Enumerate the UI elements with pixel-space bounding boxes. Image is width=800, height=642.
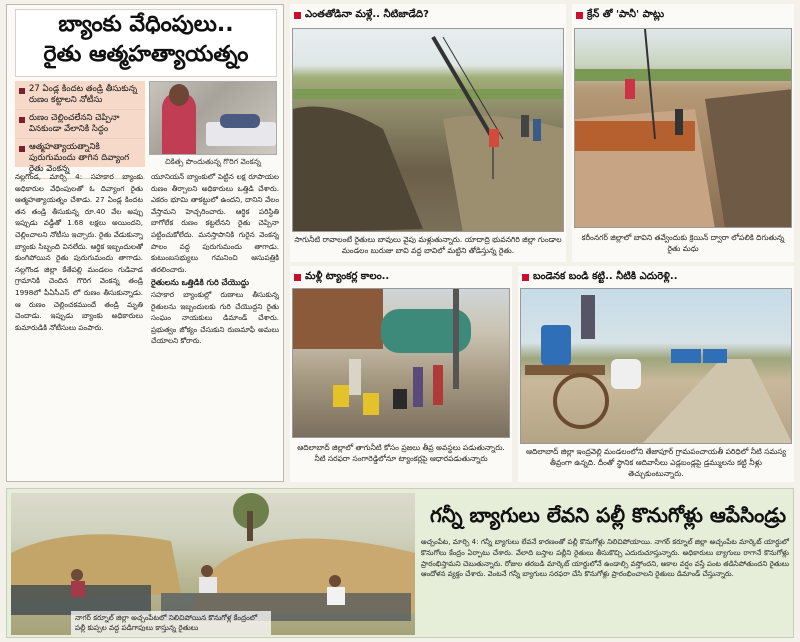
bullet-square-icon [294, 274, 301, 281]
panel-title [576, 8, 664, 22]
crane-illustration [575, 29, 792, 228]
bullet-square-icon [294, 12, 301, 19]
groundnut-story [6, 488, 794, 638]
panel-title-text: మళ్లీ ట్యాంకర్ల కాలం.. [305, 271, 390, 282]
cart-photo [520, 288, 792, 444]
headline-line-2: రైతు ఆత్మహత్యాయత్నం [43, 42, 249, 67]
panel-caption: ఆదిలాబాద్ జిల్లాలో తాగునీటి కోసం ప్రజలు తీవ్ర అవస్థలు పడుతున్నారు. నీటి సరఫరా సంగారెడ్డిలోనూ ట్యాంకర్లపై ఆధారపడుతున్నారు [297, 443, 505, 463]
tanker-photo [292, 288, 510, 438]
column2-subhead: రైతులను ఒత్తిడికి గురి చేయొద్దు [151, 278, 250, 288]
panel-title-text: బండెనక బండి కట్టి.. నీటికి ఎదురెళ్లి.. [533, 271, 678, 282]
panel-caption: కరీంనగర్ జిల్లాలో బావిని తవ్వేందుకు క్రెయిన్ ద్వారా లోపలికి దిగుతున్న రైతు మధు [581, 233, 785, 253]
panel-title [522, 270, 678, 284]
lead-story [6, 4, 284, 482]
panel-title [294, 8, 429, 22]
well-illustration [293, 29, 564, 232]
photo-caption: నాగర్ కర్నూల్ జిల్లా అచ్చంపేటలో నిలిచిపోయిన కొనుగోళ్ల కేంద్రంలో పల్లీ కుప్పల వద్ద పడిగాపులు కాస్తున్న రైతులు [71, 611, 271, 635]
photo-caption: చికిత్స పొందుతున్న గొరిగ వెంకన్న [164, 157, 262, 166]
bullet-square-icon [576, 12, 583, 19]
bottom-body-text: అచ్చంపేట, మార్చి 4: గన్నీ బ్యాగులు లేవనే కారణంతో పల్లీ కొనుగోళ్లు నిలిచిపోయాయి. నాగర్ కర్నూల్ జిల్లా అచ్చంపేట మార్కెట్ యార్డులో కొనుగోలు కేంద్రం ఏర్పాటు చేశారు. వేలాది బస్తాల పల్లీని రైతులు తీసుకొచ్చి ఎదురుచూస్తున్నారు. అధికారులు బ్యాగులు రాగానే కొనుగోళ్లు ప్రారంభిస్తామని చెబుతున్నారు. రోజుల తరబడి మార్కెట్ యార్డులోనే ఉండాల్సి వస్తోందని, అకాల వర్షం వస్తే పంట తడిసిపోతుందని రైతులు ఆందోళన వ్యక్తం చేశారు. వెంటనే గన్నీ బ్యాగులు సరఫరా చేసి కొనుగోళ్లు ప్రారంభించాలని రైతులు డిమాండ్ చేస్తున్నారు. [421, 538, 789, 579]
story-column-1: నల్లగొండ, మార్చి 4: సహకార బ్యాంకు అధికారుల వేధింపులతో ఓ దివ్యాంగ రైతు ఆత్మహత్యాయత్నం చేశాడు. 27 ఏండ్ల కిందట తన తండ్రి తీసుకున్న రూ.40 వేల అప్పు ఇప్పుడు వడ్డీతో 1.68 లక్షలు అయిందని, చెల్లించాలని నోటీసు ఇచ్చారు. రైతు వేడుకున్నా బ్యాంకు సిబ్బంది వినలేదు. ఆర్థిక ఇబ్బందులతో కుంగిపోయిన రైతు పురుగుమందు తాగాడు. నల్లగొండ జిల్లా కేతేపల్లి మండలం గుడివాడ గ్రామానికి చెందిన గొరిగ వెంకన్న తండ్రి 1998లో పీఏసీఎస్ లో రుణం తీసుకున్నాడు. ఆ రుణం చెల్లించకముందే తండ్రి మృతి చెందాడు. ఇప్పుడు బ్యాంకు అధికారులు కుమారుడికి నోటీసులు పంపారు. [15, 172, 143, 332]
column2-text-a: యూనియన్ బ్యాంకులో పెట్టిన లక్ష రూపాయల రుణం తీర్చాలని అధికారులు ఒత్తిడి చేశారు. ఎకరం భూమి తాకట్టులో ఉందని, దానిని వేలం వేస్తామని హెచ్చరించారు. ఆర్థిక పరిస్థితి బాగోలేక రుణం కట్టలేనని రైతు చెప్పినా పట్టించుకోలేదు. మనస్తాపానికి గురైన వెంకన్న పొలం వద్ద పురుగుమందు తాగాడు. కుటుంబసభ్యులు గమనించి ఆసుపత్రికి తరలించారు. [151, 172, 279, 274]
hospital-photo [149, 81, 277, 155]
headline-line-1: బ్యాంకు వేధింపులు.. [58, 12, 234, 37]
panel-title [294, 270, 389, 284]
lead-headline [15, 9, 277, 77]
panel-well-digging [290, 4, 566, 262]
panel-crane-well [572, 4, 794, 262]
panel-title-text: ఎంతతోడినా మళ్లే.. నీటిజాడేది? [305, 9, 429, 20]
well-photo [292, 28, 564, 232]
bullet-square-icon [522, 274, 529, 281]
panel-bullock-cart [518, 266, 794, 482]
groundnut-photo [11, 493, 415, 635]
cart-illustration [521, 289, 792, 444]
highlight-bullets [15, 81, 145, 174]
panel-tankers [290, 266, 512, 482]
column2-text-b: సహకార బ్యాంకుల్లో రుణాలు తీసుకున్న రైతులను ఇబ్బందులకు గురి చేయొద్దని రైతు సంఘం నాయకులు డిమాండ్ చేశారు. ప్రభుత్వం జోక్యం చేసుకుని రుణమాఫీ అమలు చేయాలని కోరారు. [151, 289, 279, 346]
crane-photo [574, 28, 792, 228]
panel-caption: సాగునీటి రావాలంటే రైతులు బావులు వైపు మళ్లుతున్నారు. యాదాద్రి భువనగిరి జిల్లా గుండాల మండలం బురుజు బావి వద్ద బావిలో మట్టిని తోడిస్తున్న రైతు. [294, 235, 562, 255]
panel-caption: ఆదిలాబాద్ జిల్లా ఇంద్రవెల్లి మండలంలోని తేజాపూర్ గ్రామపంచాయతీ పరిధిలో నీటి సమస్య తీవ్రంగా ఉన్నది. దీంతో స్థానిక ఆదివాసీలు ఎడ్లబండ్లపై డ్రమ్ములను కట్టి నీళ్లు తెచ్చుకుంటున్నారు. [525, 447, 787, 478]
panel-title-text: క్రేన్ తో 'పానీ' పాట్లు [587, 9, 665, 20]
face [169, 84, 189, 106]
bullet-item: 27 ఏండ్ల కిందట తండ్రి తీసుకున్న రుణం కట్టాలని నోటీసు [15, 81, 145, 110]
tanker-illustration [293, 289, 510, 438]
patient-figure [220, 114, 260, 128]
bottom-headline: గన్నీ బ్యాగులు లేవని పల్లీ కొనుగోళ్లు ఆపేసిండ్రు [430, 503, 786, 527]
bullet-item: రుణం చెల్లించలేనని చెప్పినా వినకుండా వేలానికి సిద్ధం [15, 110, 145, 139]
bullet-item: ఆత్మహత్యాయత్నానికి పురుగుమందు తాగిన దివ్యాంగ రైతు వెంకన్న [15, 139, 145, 179]
story-column-2 [151, 171, 279, 477]
story-body [15, 171, 279, 477]
